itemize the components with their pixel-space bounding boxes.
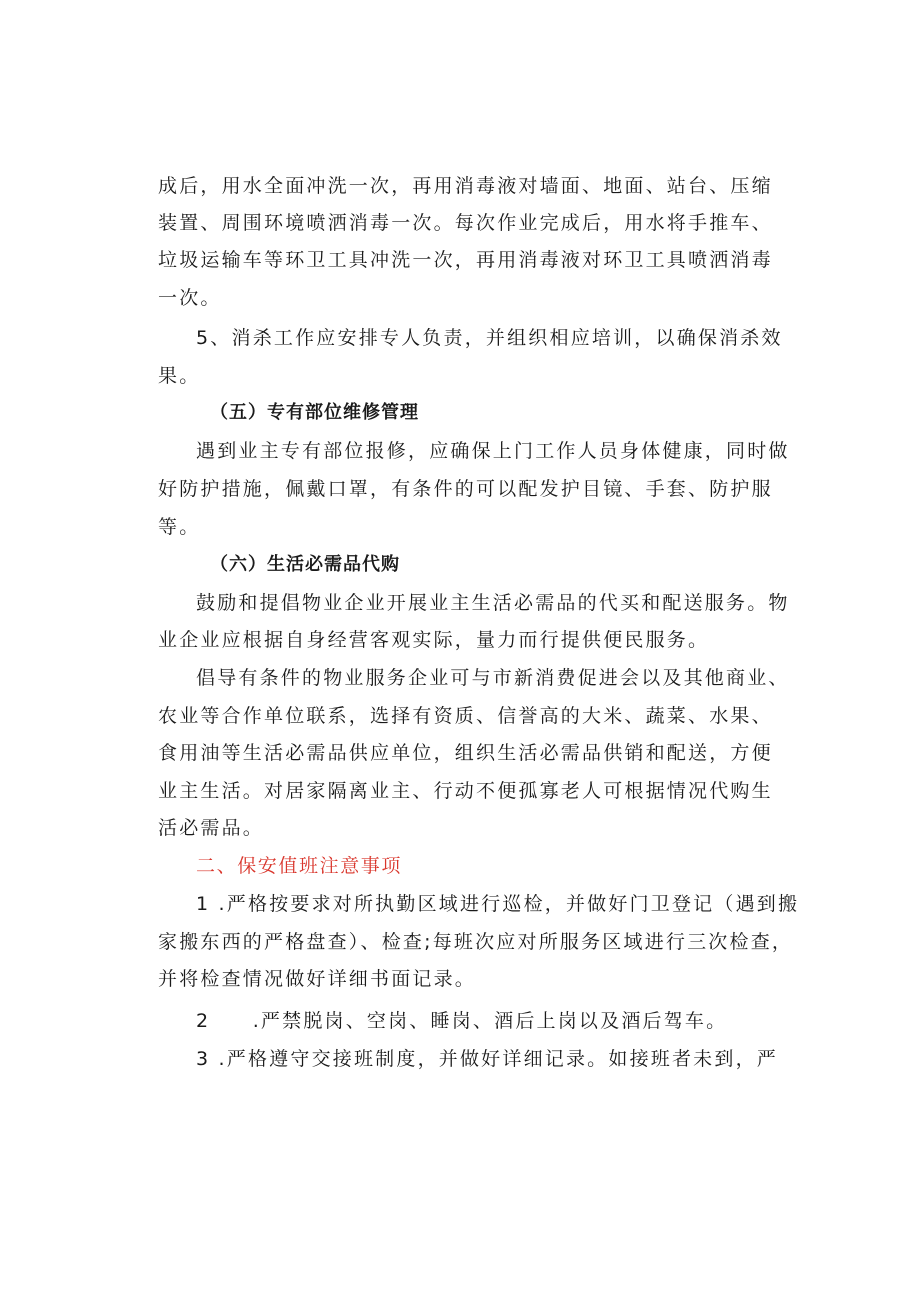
body-text-line: 业企业应根据自身经营客观实际，量力而行提供便民服务。 — [158, 629, 710, 651]
body-text-line: 活必需品。 — [158, 817, 265, 839]
subsection-heading: （五）专有部位维修管理 — [210, 402, 419, 423]
body-text-line: 农业等合作单位联系，选择有资质、信誉高的大米、蔬菜、水果、 — [158, 705, 773, 727]
body-text-line: 倡导有条件的物业服务企业可与市新消费促进会以及其他商业、 — [196, 667, 790, 689]
body-text-line: 一次。 — [158, 287, 222, 309]
body-text-line: 业主生活。对居家隔离业主、行动不便孤寡老人可根据情况代购生 — [158, 780, 773, 802]
body-text-line: 2 .严禁脱岗、空岗、睡岗、酒后上岗以及酒后驾车。 — [196, 1010, 728, 1032]
body-text-line: 好防护措施，佩戴口罩，有条件的可以配发护目镜、手套、防护服 — [158, 478, 773, 500]
body-text-line: 家搬东西的严格盘查）、检查;每班次应对所服务区域进行三次检查， — [158, 931, 794, 953]
body-text-line: 垃圾运输车等环卫工具冲洗一次，再用消毒液对环卫工具喷洒消毒 — [158, 249, 773, 271]
body-text-line: 3 .严格遵守交接班制度，并做好详细记录。如接班者未到，严 — [196, 1048, 778, 1070]
body-text-line: 并将检查情况做好详细书面记录。 — [158, 968, 477, 990]
body-text-line: 成后，用水全面冲洗一次，再用消毒液对墙面、地面、站台、压缩 — [158, 175, 773, 197]
body-text-line: 装置、周围环境喷洒消毒一次。每次作业完成后，用水将手推车、 — [158, 212, 773, 234]
body-text-line: 1 .严格按要求对所执勤区域进行巡检，并做好门卫登记（遇到搬 — [196, 893, 800, 915]
section-heading: 二、保安值班注意事项 — [196, 855, 403, 877]
body-text-line: 果。 — [158, 365, 201, 387]
body-text-line: 等。 — [158, 516, 201, 538]
body-text-line: 鼓励和提倡物业企业开展业主生活必需品的代买和配送服务。物 — [196, 592, 790, 614]
body-text-line: 遇到业主专有部位报修，应确保上门工作人员身体健康，同时做 — [196, 440, 790, 462]
body-text-line: 5、消杀工作应安排专人负责，并组织相应培训，以确保消杀效 — [196, 327, 783, 349]
body-text-line: 食用油等生活必需品供应单位，组织生活必需品供销和配送，方便 — [158, 742, 773, 764]
subsection-heading: （六）生活必需品代购 — [210, 554, 400, 575]
